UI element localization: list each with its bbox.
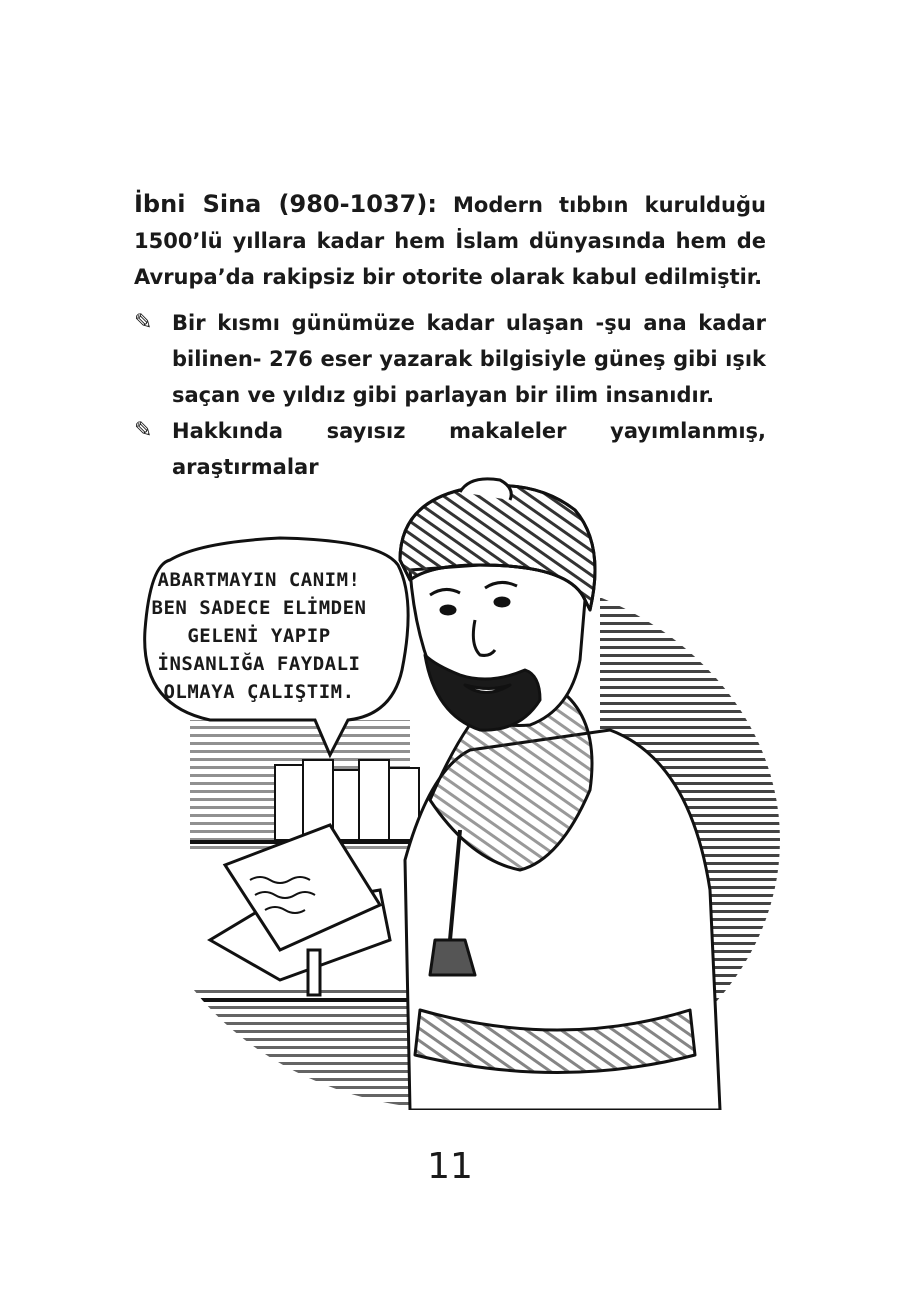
page-number: 11 bbox=[427, 1146, 473, 1187]
intro-text: Modern tıbbın kurulduğu 1500’lü yıllara kadar hem İslam dünyasında hem de Avrupa’da rakipsiz bir otorite olarak kabul edilmiştir. bbox=[134, 193, 766, 289]
pencil-icon: ✎ bbox=[134, 310, 153, 335]
pencil-icon: ✎ bbox=[134, 418, 153, 443]
intro-lead: İbni Sina (980-1037): bbox=[134, 190, 437, 218]
speech-line: OLMAYA ÇALIŞTIM. bbox=[163, 681, 355, 703]
bullet-text: Bir kısmı günümüze kadar ulaşan -şu ana kadar bilinen- 276 eser yazarak bilgisiyle güneş gibi ışık saçan ve yıldız gibi parlayan bir ilim insanıdır. bbox=[172, 311, 766, 407]
scholar-figure bbox=[400, 479, 720, 1110]
speech-line: GELENİ YAPIP bbox=[187, 625, 331, 647]
bullet-list bbox=[134, 305, 766, 485]
body-text bbox=[134, 186, 766, 485]
intro-paragraph bbox=[134, 186, 766, 295]
speech-line: ABARTMAYIN CANIM! bbox=[157, 569, 361, 591]
open-book bbox=[210, 825, 390, 995]
speech-bubble-text bbox=[148, 566, 370, 706]
speech-line: İNSANLIĞA FAYDALI bbox=[157, 653, 361, 675]
speech-line: BEN SADECE ELİMDEN bbox=[151, 597, 367, 619]
bullet-item bbox=[134, 305, 766, 413]
bullet-text: Hakkında sayısız makaleler yayımlanmış, araştırmalar bbox=[172, 419, 766, 479]
